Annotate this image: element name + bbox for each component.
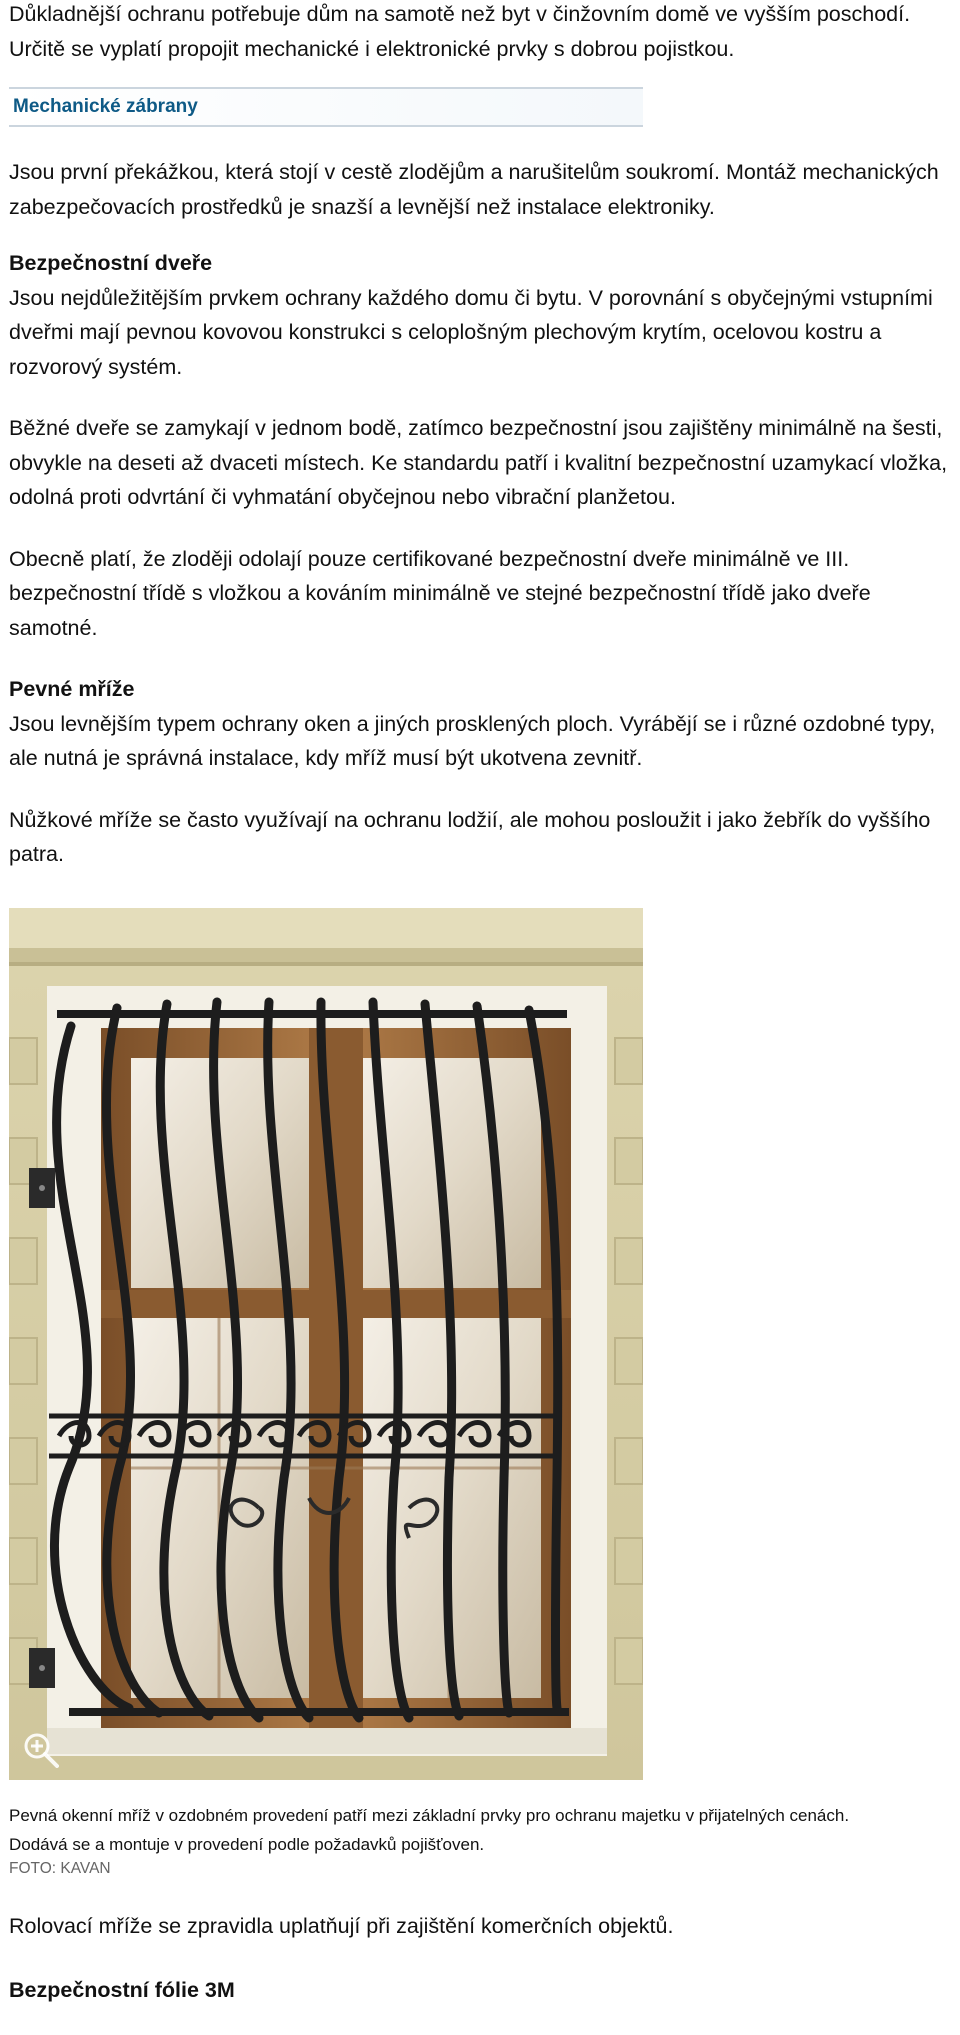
section-title-box xyxy=(9,87,643,127)
photo-caption: Pevná okenní mříž v ozdobném provedení patří mezi základní prvky pro ochranu majetku v přijatelných cenách. Dodává se a montuje v provedení podle požadavků pojišťoven. xyxy=(9,1805,850,1854)
rolling-grilles-paragraph: Rolovací mříže se zpravidla uplatňují při zajištění komerčních objektů. xyxy=(9,1913,674,1938)
doors-paragraph-3: Obecně platí, že zloději odolají pouze certifikované bezpečnostní dveře minimálně ve III. bezpečnostní třídě s vložkou a kováním minimálně ve stejné bezpečnostní třídě jako dveře samotné. xyxy=(9,546,871,640)
grilles-paragraph-2: Nůžkové mříže se často využívají na ochranu lodžií, ale mohou posloužit i jako žebřík do vyššího patra. xyxy=(9,807,931,866)
section-title: Mechanické zábrany xyxy=(13,96,198,117)
doors-heading: Bezpečnostní dveře xyxy=(9,251,213,275)
window-grille-illustration xyxy=(9,908,643,1780)
article xyxy=(9,0,959,2008)
intro-paragraph: Důkladnější ochranu potřebuje dům na samotě než byt v činžovním domě ve vyšším poschodí. Určitě se vyplatí propojit mechanické i elektronické prvky s dobrou pojistkou. xyxy=(9,2,911,61)
window-grille-photo[interactable] xyxy=(9,908,643,1780)
grilles-paragraph-1: Jsou levnějším typem ochrany oken a jiných prosklených ploch. Vyrábějí se i různé ozdobné typy, ale nutná je správná instalace, kdy mříž musí být ukotvena zevnitř. xyxy=(9,711,936,770)
doors-paragraph-1: Jsou nejdůležitějším prvkem ochrany každého domu či bytu. V porovnání s obyčejnými vstupními dveřmi mají pevnou kovovou konstrukci s celoplošným plechovým krytím, ocelovou kostru a rozvorový systém. xyxy=(9,285,933,379)
photo-credit: FOTO: KAVAN xyxy=(9,1859,111,1877)
film-heading: Bezpečnostní fólie 3M xyxy=(9,1978,235,2002)
section-intro-paragraph: Jsou první překážkou, která stojí v cestě zlodějům a narušitelům soukromí. Montáž mechanických zabezpečovacích prostředků je snazší a levnější než instalace elektroniky. xyxy=(9,160,939,219)
doors-paragraph-2: Běžné dveře se zamykají v jednom bodě, zatímco bezpečnostní jsou zajištěny minimálně na šesti, obvykle na deseti až dvaceti místech. Ke standardu patří i kvalitní bezpečnostní uzamykací vložka, odolná proti odvrtání či vyhmatání obyčejnou nebo vibrační planžetou. xyxy=(9,416,948,509)
zoom-in-icon[interactable] xyxy=(21,1730,61,1770)
grilles-heading: Pevné mříže xyxy=(9,677,135,701)
